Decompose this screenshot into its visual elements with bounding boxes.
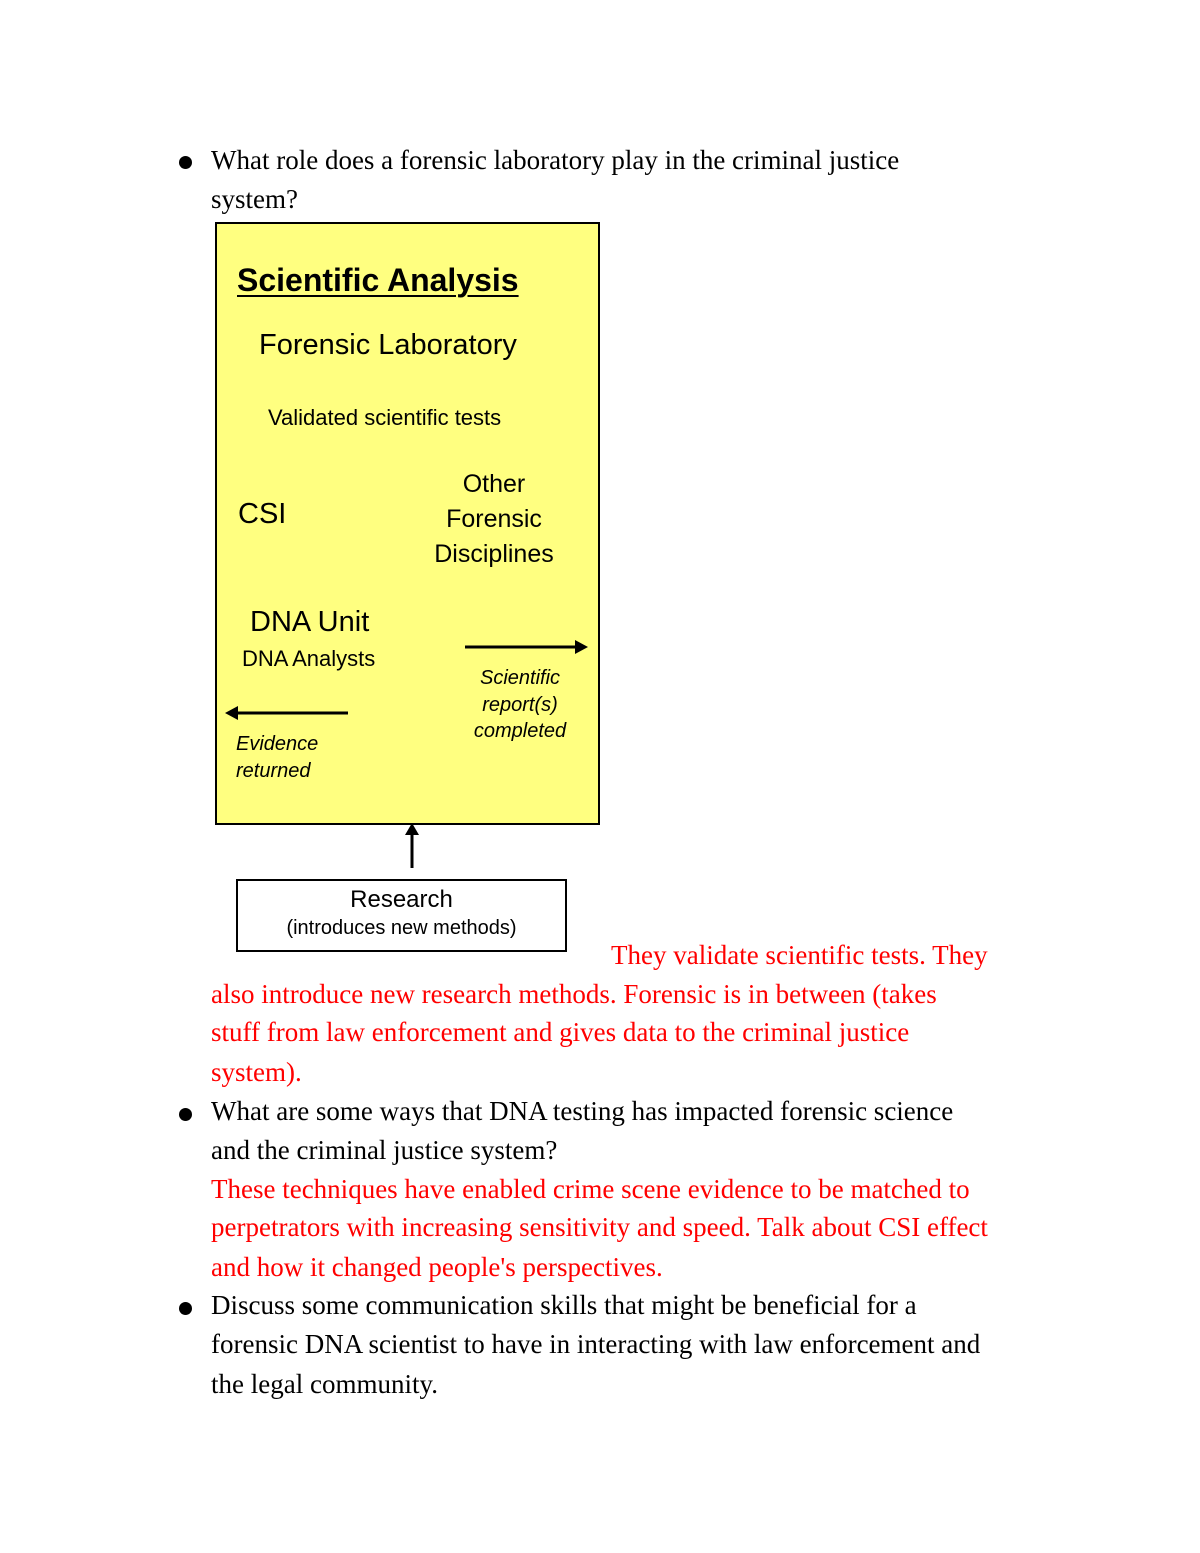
question-1-line-1: What role does a forensic laboratory play in the criminal justice <box>211 145 900 175</box>
answer-1-line-3: stuff from law enforcement and gives data to the criminal justice <box>211 1017 910 1047</box>
research-title: Research <box>350 886 453 913</box>
diagram-other-line-2: Forensic <box>446 505 542 533</box>
diagram-report-line-3: completed <box>473 720 567 742</box>
question-3-line-1: Discuss some communication skills that might be beneficial for a <box>211 1290 917 1320</box>
report-arrow <box>465 638 590 658</box>
bullet-1 <box>179 156 192 169</box>
answer-1-line-2: also introduce new research methods. Forensic is in between (takes <box>211 979 937 1009</box>
question-3-line-2: forensic DNA scientist to have in interacting with law enforcement and <box>211 1329 981 1359</box>
answer-2-line-2: perpetrators with increasing sensitivity and speed. Talk about CSI effect <box>211 1212 988 1242</box>
diagram-evidence-line-2: returned <box>236 760 311 782</box>
answer-1-line-1: They validate scientific tests. They <box>611 940 988 970</box>
diagram-title: Scientific Analysis <box>237 262 519 298</box>
answer-1-line-4: system). <box>211 1057 302 1087</box>
question-2-line-2: and the criminal justice system? <box>211 1135 558 1165</box>
diagram-report-line-1: Scientific <box>479 667 561 689</box>
answer-2-line-3: and how it changed people's perspectives. <box>211 1252 663 1282</box>
question-3-line-3: the legal community. <box>211 1369 438 1399</box>
diagram-csi-label: CSI <box>238 498 287 530</box>
answer-2-line-1: These techniques have enabled crime scene evidence to be matched to <box>211 1174 970 1204</box>
diagram-dna-unit: DNA Unit <box>250 606 370 638</box>
diagram-other-line-1: Other <box>462 470 526 498</box>
evidence-arrow <box>224 704 350 724</box>
question-2-line-1: What are some ways that DNA testing has impacted forensic science <box>211 1096 954 1126</box>
research-subtitle: (introduces new methods) <box>286 917 517 939</box>
bullet-2 <box>179 1108 192 1121</box>
diagram-evidence-line-1: Evidence <box>236 733 319 755</box>
diagram-dna-analysts: DNA Analysts <box>242 646 376 671</box>
question-1-line-2: system? <box>211 184 298 214</box>
bullet-3 <box>179 1302 192 1315</box>
research-up-arrow <box>402 823 422 869</box>
diagram-tests-label: Validated scientific tests <box>268 405 502 430</box>
diagram-subtitle: Forensic Laboratory <box>259 329 517 361</box>
diagram-other-line-3: Disciplines <box>434 540 554 568</box>
diagram-report-line-2: report(s) <box>482 694 558 716</box>
